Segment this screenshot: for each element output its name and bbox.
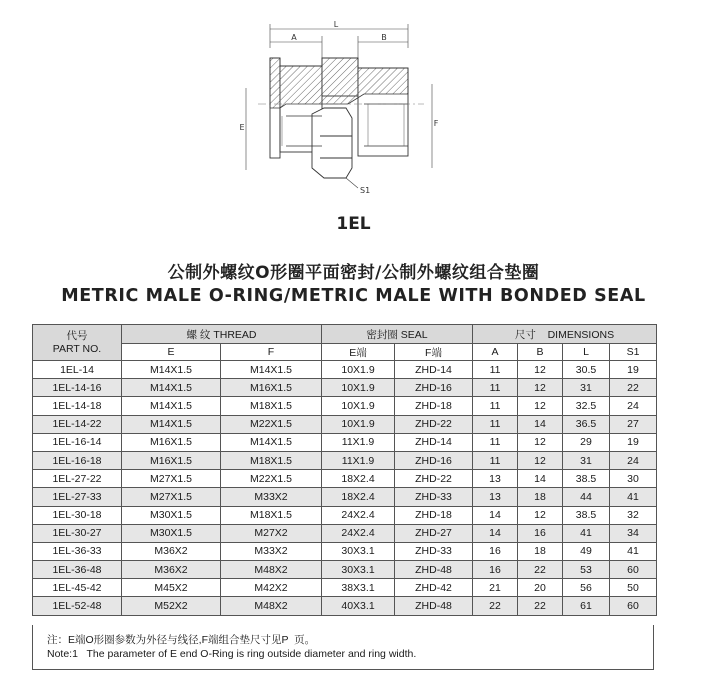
cell-dim-s1: 24 [610,451,657,469]
cell-seal-f: ZHD-14 [395,361,473,379]
cell-dim-b: 12 [518,506,563,524]
cell-dim-s1: 60 [610,597,657,615]
cell-part-no: 1EL-14-16 [33,379,122,397]
cell-seal-e: 11X1.9 [322,433,395,451]
cell-seal-e: 24X2.4 [322,524,395,542]
cell-seal-e: 10X1.9 [322,379,395,397]
cell-thread-f: M33X2 [221,542,322,560]
subheader-s1: S1 [610,344,657,361]
cell-thread-f: M48X2 [221,561,322,579]
cell-thread-e: M36X2 [122,542,221,560]
table-row [33,379,657,397]
cell-thread-f: M22X1.5 [221,470,322,488]
cell-thread-e: M16X1.5 [122,451,221,469]
cell-thread-e: M27X1.5 [122,470,221,488]
cell-dim-s1: 41 [610,542,657,560]
cell-dim-l: 32.5 [563,397,610,415]
cell-dim-a: 11 [473,433,518,451]
cell-seal-f: ZHD-14 [395,433,473,451]
cell-dim-a: 11 [473,451,518,469]
cell-part-no: 1EL-45-42 [33,579,122,597]
cell-part-no: 1EL-14 [33,361,122,379]
cell-dim-a: 16 [473,542,518,560]
cell-dim-l: 29 [563,433,610,451]
cell-dim-l: 41 [563,524,610,542]
cell-seal-e: 18X2.4 [322,470,395,488]
table-row [33,488,657,506]
cell-dim-a: 14 [473,524,518,542]
cell-thread-e: M30X1.5 [122,506,221,524]
cell-dim-l: 53 [563,561,610,579]
cell-dim-b: 12 [518,379,563,397]
table-row [33,361,657,379]
cell-thread-e: M30X1.5 [122,524,221,542]
cell-seal-e: 30X3.1 [322,561,395,579]
cell-thread-f: M22X1.5 [221,415,322,433]
cell-thread-f: M48X2 [221,597,322,615]
cell-dim-l: 31 [563,451,610,469]
cell-dim-b: 14 [518,470,563,488]
table-row [33,433,657,451]
spec-table-body [33,361,657,616]
cell-dim-b: 18 [518,542,563,560]
table-row [33,451,657,469]
cell-thread-e: M27X1.5 [122,488,221,506]
cell-dim-b: 22 [518,561,563,579]
cell-dim-l: 38.5 [563,470,610,488]
dim-label-f: F [433,119,439,128]
cell-seal-f: ZHD-16 [395,451,473,469]
table-row [33,579,657,597]
cell-seal-f: ZHD-48 [395,561,473,579]
cell-part-no: 1EL-27-22 [33,470,122,488]
subheader-b: B [518,344,563,361]
cell-dim-a: 11 [473,397,518,415]
cell-part-no: 1EL-14-18 [33,397,122,415]
cell-thread-e: M14X1.5 [122,361,221,379]
thread-header: 螺 纹 THREAD [122,325,322,344]
cell-dim-a: 11 [473,415,518,433]
cell-seal-f: ZHD-33 [395,488,473,506]
cell-thread-e: M36X2 [122,561,221,579]
cell-seal-f: ZHD-18 [395,397,473,415]
cell-seal-e: 40X3.1 [322,597,395,615]
cell-dim-b: 12 [518,451,563,469]
cell-seal-e: 11X1.9 [322,451,395,469]
subheader-e: E [122,344,221,361]
seal-header: 密封圈 SEAL [322,325,473,344]
cell-part-no: 1EL-14-22 [33,415,122,433]
cell-seal-e: 10X1.9 [322,415,395,433]
cell-dim-a: 16 [473,561,518,579]
product-code: 1EL [336,214,371,234]
cell-thread-e: M16X1.5 [122,433,221,451]
table-row [33,597,657,615]
cell-seal-f: ZHD-22 [395,415,473,433]
cell-dim-l: 36.5 [563,415,610,433]
table-row [33,397,657,415]
cell-seal-f: ZHD-27 [395,524,473,542]
cell-dim-s1: 19 [610,433,657,451]
cell-seal-f: ZHD-33 [395,542,473,560]
fitting-technical-drawing [228,18,468,208]
cell-part-no: 1EL-30-27 [33,524,122,542]
note-chinese: 注：E端O形圈参数为外径与线径,F端组合垫尺寸见P 页。 [47,634,316,646]
cell-thread-f: M18X1.5 [221,451,322,469]
cell-dim-a: 14 [473,506,518,524]
subheader-f-end: F端 [395,344,473,361]
dimensions-header: 尺寸 DIMENSIONS [473,325,657,344]
subheader-a: A [473,344,518,361]
cell-dim-a: 21 [473,579,518,597]
cell-thread-f: M42X2 [221,579,322,597]
cell-thread-f: M33X2 [221,488,322,506]
cell-dim-s1: 50 [610,579,657,597]
cell-dim-s1: 34 [610,524,657,542]
cell-seal-f: ZHD-42 [395,579,473,597]
notes-box [32,625,654,670]
cell-part-no: 1EL-16-18 [33,451,122,469]
cell-dim-b: 12 [518,433,563,451]
spec-table [32,324,657,616]
cell-dim-s1: 27 [610,415,657,433]
cell-thread-e: M14X1.5 [122,397,221,415]
cell-dim-l: 61 [563,597,610,615]
cell-dim-b: 14 [518,415,563,433]
cell-dim-l: 30.5 [563,361,610,379]
cell-dim-s1: 60 [610,561,657,579]
cell-dim-b: 12 [518,361,563,379]
cell-thread-e: M52X2 [122,597,221,615]
cell-dim-b: 20 [518,579,563,597]
cell-thread-e: M14X1.5 [122,379,221,397]
cell-part-no: 1EL-30-18 [33,506,122,524]
cell-dim-l: 38.5 [563,506,610,524]
table-row [33,561,657,579]
cell-dim-b: 22 [518,597,563,615]
part-number-header-cn: 代号 [66,329,88,342]
cell-seal-e: 10X1.9 [322,361,395,379]
dim-label-e: E [239,123,245,132]
cell-part-no: 1EL-16-14 [33,433,122,451]
cell-thread-f: M18X1.5 [221,506,322,524]
subheader-f: F [221,344,322,361]
cell-dim-s1: 22 [610,379,657,397]
cell-seal-e: 18X2.4 [322,488,395,506]
cell-dim-l: 49 [563,542,610,560]
cell-dim-s1: 19 [610,361,657,379]
dim-label-l: L [333,20,339,29]
cell-part-no: 1EL-36-33 [33,542,122,560]
part-number-header [33,325,122,361]
dim-label-s1: S1 [360,186,371,195]
subheader-l: L [563,344,610,361]
cell-thread-e: M14X1.5 [122,415,221,433]
cell-dim-s1: 41 [610,488,657,506]
cell-thread-e: M45X2 [122,579,221,597]
table-row [33,506,657,524]
cell-dim-b: 18 [518,488,563,506]
cell-part-no: 1EL-52-48 [33,597,122,615]
cell-seal-e: 38X3.1 [322,579,395,597]
title-chinese: 公制外螺纹O形圈平面密封/公制外螺纹组合垫圈 [167,263,540,283]
cell-dim-a: 11 [473,379,518,397]
note-english: Note:1 The parameter of E end O-Ring is ring outside diameter and ring width. [47,648,417,660]
cell-thread-f: M14X1.5 [221,433,322,451]
table-row [33,415,657,433]
cell-dim-s1: 32 [610,506,657,524]
part-number-header-en: PART NO. [52,342,102,355]
table-row [33,470,657,488]
cell-seal-e: 24X2.4 [322,506,395,524]
cell-dim-b: 12 [518,397,563,415]
cell-dim-a: 13 [473,488,518,506]
cell-dim-s1: 30 [610,470,657,488]
cell-seal-f: ZHD-16 [395,379,473,397]
cell-part-no: 1EL-27-33 [33,488,122,506]
subheader-e-end: E端 [322,344,395,361]
dim-label-b: B [381,33,387,42]
table-row [33,542,657,560]
dim-label-a: A [291,33,297,42]
cell-dim-l: 31 [563,379,610,397]
table-row [33,524,657,542]
cell-seal-f: ZHD-22 [395,470,473,488]
cell-dim-a: 13 [473,470,518,488]
cell-dim-a: 11 [473,361,518,379]
cell-dim-l: 56 [563,579,610,597]
title-english: METRIC MALE O-RING/METRIC MALE WITH BONDED SEAL [61,286,646,306]
cell-thread-f: M16X1.5 [221,379,322,397]
cell-seal-e: 30X3.1 [322,542,395,560]
cell-dim-l: 44 [563,488,610,506]
cell-dim-a: 22 [473,597,518,615]
cell-thread-f: M14X1.5 [221,361,322,379]
cell-seal-f: ZHD-18 [395,506,473,524]
cell-dim-b: 16 [518,524,563,542]
cell-thread-f: M18X1.5 [221,397,322,415]
cell-thread-f: M27X2 [221,524,322,542]
cell-seal-f: ZHD-48 [395,597,473,615]
cell-dim-s1: 24 [610,397,657,415]
cell-seal-e: 10X1.9 [322,397,395,415]
cell-part-no: 1EL-36-48 [33,561,122,579]
